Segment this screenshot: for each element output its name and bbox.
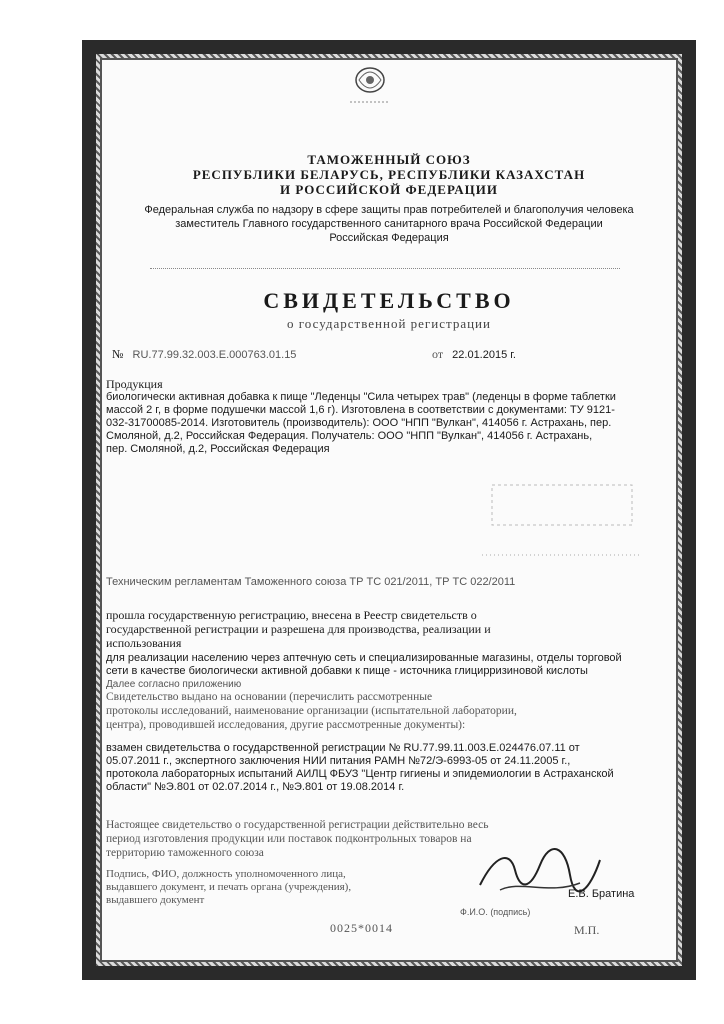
basis-details-block <box>106 742 636 794</box>
number-label: № <box>112 347 124 361</box>
basis-block <box>106 690 632 732</box>
basis-line: центра), проводившей исследования, другие рассмотренные документы): <box>106 719 466 731</box>
product-line: пер. Смоляной, д.2, Российская Федерация <box>106 443 330 455</box>
basis-detail: протокола лабораторных испытаний АИЛЦ ФБУЗ "Центр гигиены и эпидемиологии в Астраханской <box>106 768 614 780</box>
usage-line: сети в качестве биологически активной добавки к пище - источника глицирризиновой кислоты <box>106 665 588 677</box>
certificate-date: 22.01.2015 г. <box>452 349 516 361</box>
product-block <box>106 378 626 456</box>
basis-line: Свидетельство выдано на основании (перечислить рассмотренные <box>106 691 433 703</box>
product-label: Продукция <box>106 377 163 391</box>
customs-union-emblem-icon <box>335 58 405 108</box>
validity-line: Настоящее свидетельство о государственной регистрации действительно весь <box>106 819 489 831</box>
date-label: от <box>432 347 444 361</box>
product-line: Смоляной, д.2, Российская Федерация. Получатель: ООО "НПП "Вулкан", 414056 г. Астрахань, <box>106 430 593 442</box>
signatory-name: Е.В. Братина <box>568 888 635 900</box>
form-serial-number: 0025*0014 <box>330 921 393 935</box>
compliance-line: Техническим регламентам Таможенного союза ТР ТС 021/2011, ТР ТС 022/2011 <box>106 576 516 588</box>
usage-note: Далее согласно приложению <box>106 679 242 690</box>
divider <box>150 268 620 269</box>
signature-caption <box>106 868 351 907</box>
signature-caption-line: выдавшего документ <box>106 894 205 906</box>
agency-line-3: Российская Федерация <box>329 232 449 244</box>
registration-line: государственной регистрации и разрешена для производства, реализации и <box>106 622 491 636</box>
signature-caption-line: Подпись, ФИО, должность уполномоченного лица, <box>106 868 346 880</box>
header-line-2: РЕСПУБЛИКИ БЕЛАРУСЬ, РЕСПУБЛИКИ КАЗАХСТАН <box>192 167 586 182</box>
certificate-title: СВИДЕТЕЛЬСТВО <box>263 288 515 313</box>
registration-line: использования <box>106 636 182 650</box>
usage-line: для реализации населению через аптечную сеть и специализированные магазины, отделы торговой <box>106 652 622 664</box>
validity-line: территорию таможенного союза <box>106 847 264 859</box>
header-block <box>100 152 678 197</box>
header-line-1: ТАМОЖЕННЫЙ СОЮЗ <box>307 152 471 167</box>
certificate-date-row <box>432 348 516 362</box>
agency-block <box>100 203 678 245</box>
registration-line: прошла государственную регистрацию, внесена в Реестр свидетельств о <box>106 608 477 622</box>
basis-line: протоколы исследований, наименование организации (испытательной лаборатории, <box>106 705 517 717</box>
stamp-place-label: М.П. <box>574 923 600 937</box>
usage-block <box>106 652 636 691</box>
registration-block <box>106 608 630 650</box>
certificate-number-row <box>112 348 296 362</box>
agency-line-1: Федеральная служба по надзору в сфере защиты прав потребителей и благополучия человека <box>144 204 634 216</box>
certificate-number: RU.77.99.32.003.Е.000763.01.15 <box>132 349 297 361</box>
product-line: 032-31700085-2014. Изготовитель (производитель): ООО "НПП "Вулкан", 414056 г. Астрахань, пер. <box>106 417 612 429</box>
faded-stamp-icon <box>462 470 662 565</box>
basis-detail: 05.07.2011 г., экспертного заключения НИИ питания РАМН №72/Э-6993-05 от 24.11.2005 г., <box>106 755 571 767</box>
product-line: биологически активная добавка к пище "Леденцы "Сила четырех трав" (леденцы в форме таблетки <box>106 391 616 403</box>
agency-line-2: заместитель Главного государственного санитарного врача Российской Федерации <box>175 218 603 230</box>
product-line: массой 2 г, в форме подушечки массой 1,6 г). Изготовлена в соответствии с документами: ТУ 9121- <box>106 404 615 416</box>
signatory-caption: Ф.И.О. (подпись) <box>460 907 531 917</box>
header-line-3: И РОССИЙСКОЙ ФЕДЕРАЦИИ <box>280 182 498 197</box>
certificate-subtitle: о государственной регистрации <box>287 316 491 331</box>
basis-detail: области" №Э.801 от 02.07.2014 г., №Э.801 от 19.08.2014 г. <box>106 781 405 793</box>
validity-line: период изготовления продукции или поставок подконтрольных товаров на <box>106 833 472 845</box>
signature-caption-line: выдавшего документ, и печать органа (учреждения), <box>106 881 352 893</box>
basis-detail: взамен свидетельства о государственной регистрации № RU.77.99.11.003.Е.024476.07.11 от <box>106 742 580 754</box>
